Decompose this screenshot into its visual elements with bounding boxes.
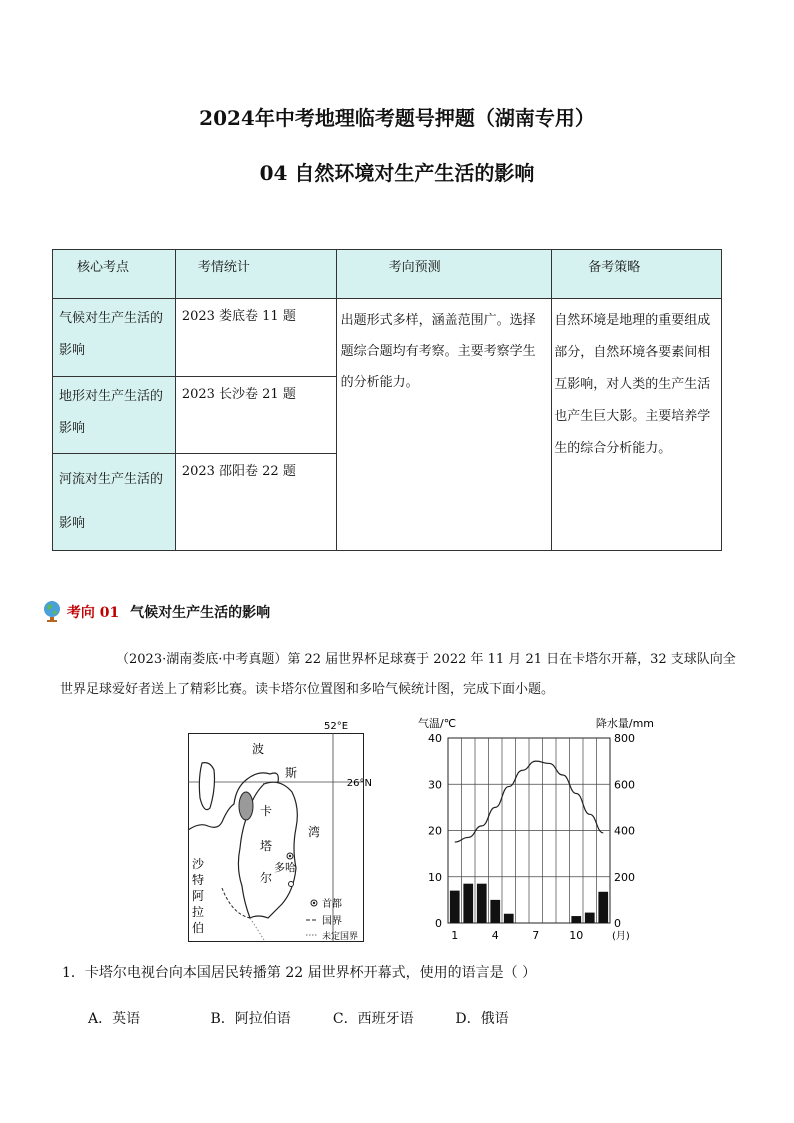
capital-name: 多哈	[274, 861, 296, 874]
precipitation-bar	[598, 892, 608, 923]
section-title: 气候对生产生活的影响	[130, 605, 271, 621]
stat-cell: 2023 邵阳卷 22 题	[175, 454, 336, 551]
question-intro: （2023·湖南娄底·中考真题）第 22 届世界杯足球赛于 2022 年 11 月 21 日在卡塔尔开幕，32 支球队向全世界足球爱好者送上了精彩比赛。读卡塔尔位置图和多哈气候统计图，完成下面小题。	[60, 652, 736, 697]
saudi-char: 伯	[192, 921, 205, 935]
core-point-cell: 地形对生产生活的影响	[53, 377, 176, 454]
prediction-cell: 出题形式多样，涵盖范围广。选择题综合题均有考察。主要考察学生的分析能力。	[336, 299, 552, 551]
legend-undefined-border: 未定国界	[322, 932, 359, 942]
saudi-char: 特	[192, 873, 205, 887]
legend-border: 国界	[322, 916, 342, 927]
answer-options	[88, 1008, 573, 1028]
x-tick-label: 1	[451, 929, 459, 942]
question-text: 1．卡塔尔电视台向本国居民转播第 22 届世界杯开幕式，使用的语言是（ ）	[62, 965, 537, 981]
core-point-cell: 河流对生产生活的影响	[53, 454, 176, 551]
left-tick-label: 10	[428, 870, 442, 884]
country-char: 塔	[260, 839, 273, 853]
section-heading	[42, 600, 270, 622]
option-c[interactable]: C．西班牙语	[332, 1011, 414, 1027]
option-b[interactable]: B．阿拉伯语	[210, 1011, 291, 1027]
saudi-char: 拉	[192, 905, 205, 919]
left-tick-label: 30	[428, 778, 442, 792]
page-subtitle: 04 自然环境对生产生活的影响	[259, 161, 535, 185]
right-tick-label: 600	[614, 778, 635, 792]
longitude-label: 52°E	[324, 721, 349, 732]
left-tick-label: 0	[435, 917, 442, 930]
precipitation-bar	[450, 891, 460, 923]
ylabel-left: 气温/℃	[418, 717, 457, 730]
qatar-location-map	[188, 718, 372, 943]
precipitation-bar	[504, 914, 514, 923]
right-tick-label: 200	[614, 870, 635, 884]
stat-cell: 2023 娄底卷 11 题	[175, 299, 336, 377]
right-tick-label: 0	[614, 917, 621, 930]
left-tick-label: 20	[428, 824, 442, 838]
exam-plan-table	[52, 249, 722, 551]
doha-climate-chart	[418, 715, 658, 945]
header-cell: 考情统计	[175, 250, 336, 299]
gulf-char: 波	[252, 742, 265, 756]
precipitation-bar	[585, 913, 595, 923]
page-title: 2024年中考地理临考题号押题（湖南专用）	[199, 106, 595, 130]
option-d[interactable]: D．俄语	[455, 1011, 509, 1027]
table-row	[53, 299, 722, 377]
option-a[interactable]: A．英语	[88, 1011, 141, 1027]
precipitation-bar	[463, 884, 473, 923]
x-tick-label: 4	[491, 929, 499, 942]
header-cell: 考向预测	[336, 250, 552, 299]
precipitation-bar	[571, 916, 581, 923]
precipitation-bar	[477, 884, 487, 923]
header-cell: 备考策略	[552, 250, 722, 299]
ylabel-right: 降水量/mm	[595, 717, 654, 730]
country-char: 卡	[260, 804, 273, 818]
country-char: 尔	[260, 871, 273, 885]
section-tag: 考向 01	[66, 605, 120, 621]
left-tick-label: 40	[428, 732, 442, 745]
gulf-char: 斯	[285, 766, 298, 780]
gulf-char: 湾	[308, 825, 321, 839]
table-header-row	[53, 250, 722, 299]
saudi-char: 阿	[192, 889, 205, 903]
saudi-char: 沙	[192, 857, 205, 871]
precipitation-bar	[490, 900, 500, 923]
x-unit-label: (月)	[612, 931, 630, 942]
legend-capital: 首都	[322, 899, 342, 910]
stat-cell: 2023 长沙卷 21 题	[175, 377, 336, 454]
right-tick-label: 400	[614, 824, 635, 838]
strategy-cell: 自然环境是地理的重要组成部分，自然环境各要素间相互影响，对人类的生产生活也产生巨大影。主要培养学生的综合分析能力。	[552, 299, 722, 551]
x-tick-label: 7	[532, 929, 540, 942]
globe-icon	[42, 600, 62, 622]
latitude-label: 26°N	[346, 778, 372, 789]
x-tick-label: 10	[569, 929, 584, 942]
header-cell: 核心考点	[53, 250, 176, 299]
core-point-cell: 气候对生产生活的影响	[53, 299, 176, 377]
right-tick-label: 800	[614, 732, 635, 745]
